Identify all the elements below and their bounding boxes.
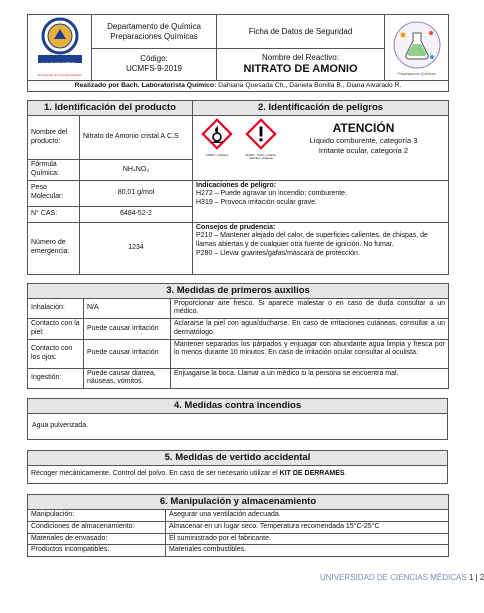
department-name: Departamento de Química <box>107 21 201 31</box>
storage-label: Productos incompatibles: <box>28 545 166 557</box>
section-1-title: 1. Identificación del producto <box>28 101 193 116</box>
storage-label: Materiales de envasado: <box>28 533 166 545</box>
storage-label: Manipulación: <box>28 510 166 522</box>
preparaciones-logo <box>385 15 449 81</box>
section-5 <box>27 450 448 484</box>
first-aid-measure: Proporcionar aire fresco. Si aparece malestar o en caso de duda consultar a un médico. <box>171 298 449 319</box>
sections-1-2 <box>27 100 449 275</box>
exclamation-mark-icon <box>245 118 277 150</box>
section-4-title: 4. Medidas contra incendios <box>28 399 448 414</box>
flame-over-circle-icon <box>201 118 233 150</box>
product-name-value: Nitrato de Amonio cristal A.C.S <box>80 116 193 160</box>
first-aid-label: Ingestión: <box>28 368 84 389</box>
section-3 <box>27 283 449 390</box>
section-2-title: 2. Identificación de peligros <box>193 101 449 116</box>
credits-label: Realizado por Bach. Laboratorista Químico: <box>74 81 217 89</box>
storage-value: Asegurar una ventilación adecuada. <box>166 510 449 522</box>
cas-label: N° CAS: <box>28 206 80 222</box>
section-4 <box>27 398 448 440</box>
reagent-cell <box>217 49 385 81</box>
doc-type: Ficha de Datos de Seguridad <box>217 15 385 49</box>
first-aid-effect: Puede causar irritación <box>84 339 171 368</box>
document-header <box>27 14 449 92</box>
hazard-h272: H272 – Puede agravar un incendio; comburente. <box>196 190 347 198</box>
hazard-class-2: Irritante ocular, categoría 2 <box>318 145 409 155</box>
ucimed-logo-text: UCIMED <box>41 60 78 71</box>
page-number: 1 | 2 <box>468 573 484 582</box>
ucimed-logo <box>28 15 92 81</box>
spill-measures <box>28 466 448 484</box>
ucimed-logo-subtext: Universidad de Ciencias Médicas <box>37 73 82 77</box>
first-aid-label: Contacto con los ojos: <box>28 339 84 368</box>
department-subname: Preparaciones Químicas <box>110 31 198 41</box>
molecular-weight-label: Peso Molecular: <box>28 180 80 206</box>
hazard-statements-title: Indicaciones de peligro: <box>196 181 277 189</box>
spill-kit: KIT DE DERRAMES <box>279 470 345 478</box>
first-aid-measure: Enjuagarse la boca. Llamar a un médico si la persona se encuentra mal. <box>171 368 449 389</box>
code-value: UCMFS-9-2019 <box>125 64 182 74</box>
preparaciones-logo-text: Preparaciones Químicas <box>397 71 436 76</box>
spill-text-end: . <box>344 470 347 478</box>
product-name-label: Nombre del producto: <box>28 116 80 160</box>
fire-measures: Agua pulverizada. <box>28 414 448 440</box>
reagent-name: NITRATO DE AMONIO <box>243 62 358 75</box>
formula-value: NH₄NO₃ <box>80 160 193 181</box>
section-5-title: 5. Medidas de vertido accidental <box>28 451 448 466</box>
first-aid-label: Inhalación: <box>28 298 84 319</box>
pictogram-ghs07-caption: GHS07 - Tóxico, irritante, narcótico, peligroso <box>245 152 277 161</box>
hazard-class-1: Líquido comburente, categoría 3 <box>309 136 418 146</box>
first-aid-measure: Aclararse la piel con agua/ducharse. En caso de irritaciones cutáneas, consultar a un dermatólogo. <box>171 319 449 340</box>
hazard-statements <box>193 180 449 222</box>
precautionary-p280: P280 – Llevar guantes/gafas/máscara de protección. <box>196 249 360 257</box>
code-label: Código: <box>140 54 168 64</box>
first-aid-effect: Puede causar diarrea, náuseas, vómitos. <box>84 368 171 389</box>
footer-university: UNIVERSIDAD DE CIENCIAS MÉDICAS <box>320 573 467 582</box>
first-aid-measure: Mantener separados los párpados y enjuagar con abundante agua limpia y fresca por lo menos durante 10 minutos. En caso de irritación ocular consultar al oculista. <box>171 339 449 368</box>
first-aid-effect: N/A <box>84 298 171 319</box>
section-6 <box>27 494 449 557</box>
storage-value: El suministrado por el fabricante. <box>166 533 449 545</box>
preparaciones-flask-icon <box>391 19 443 71</box>
molecular-weight-value: 80,01 g/mol <box>80 180 193 206</box>
spill-text: Recoger mecánicamente. Control del polvo. En caso de ser necesario utilizar el <box>31 470 280 478</box>
storage-value: Materiales combustibles. <box>166 545 449 557</box>
page-footer <box>320 573 484 582</box>
emergency-label: Número de emergencia: <box>28 222 80 274</box>
code-cell <box>92 49 217 81</box>
reagent-label: Nombre del Reactivo: <box>262 52 339 62</box>
safety-data-sheet <box>27 14 448 557</box>
hazard-h319: H319 – Provoca irritación ocular grave. <box>196 199 318 207</box>
signal-word: ATENCIÓN <box>332 121 395 136</box>
department-cell <box>92 15 217 49</box>
section-3-title: 3. Medidas de primeros auxilios <box>28 283 449 298</box>
precautionary-statements <box>193 222 449 274</box>
section-6-title: 6. Manipulación y almacenamiento <box>28 495 449 510</box>
storage-label: Condiciones de almacenamiento: <box>28 521 166 533</box>
first-aid-effect: Puede causar irritación <box>84 319 171 340</box>
cas-value: 6484-52-2 <box>80 206 193 222</box>
first-aid-label: Contacto con la piel: <box>28 319 84 340</box>
formula-label: Fórmula Química: <box>28 160 80 181</box>
precautionary-title: Consejos de prudencia: <box>196 223 276 231</box>
emergency-value: 1234 <box>80 222 193 274</box>
credits <box>28 80 449 91</box>
storage-value: Almacenar en un lugar seco. Temperatura recomendada 15°C-25°C <box>166 521 449 533</box>
credits-names: Dahiana Quesada Ch., Daniela Bonilla B., Diana Alvarado R. <box>216 81 402 89</box>
hazard-header-cell <box>193 116 449 181</box>
precautionary-p210: P210 – Mantener alejado del calor, de superficies calientes, de chispas, de llamas abiertas y de cualquier otra fuente de ignición. No fumar. <box>196 232 428 249</box>
pictogram-ghs03-caption: GHS03 - Oxidante <box>205 152 229 157</box>
